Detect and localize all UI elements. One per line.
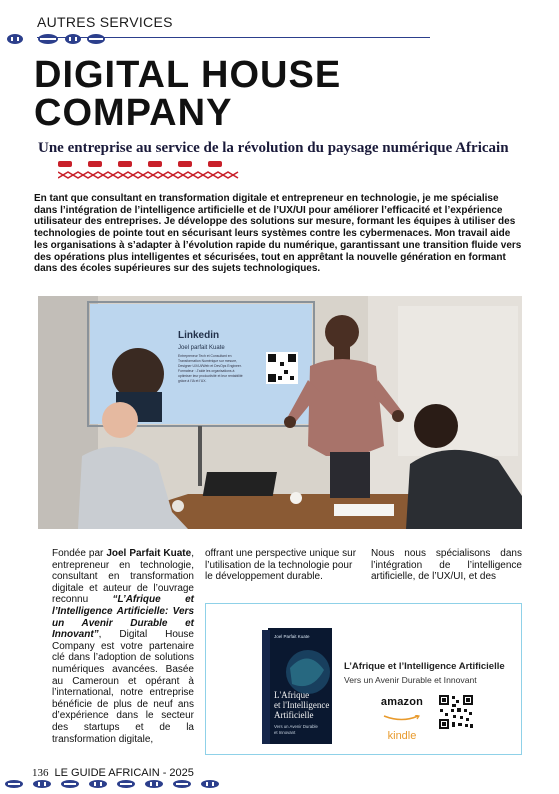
founder-name: Joel Parfait Kuate [106,548,192,559]
screen-line: Entrepreneur Tech et Consultant en [178,354,232,358]
book-cover-author: Joel Parfait Kuate [274,634,310,639]
amazon-smile-icon [382,715,422,721]
presentation-scene-image [38,296,522,529]
qr-code-icon[interactable] [438,694,474,730]
col1-pre: Fondée par [52,548,107,559]
amazon-label: amazon [380,696,424,708]
body-column-1 [52,548,194,745]
col1-post: , Digital House Company est votre partenaire clé dans l’adoption de solutions numériques avancées. Basée au Cameroun et opérant à l’international, notre entreprise bénéficie de plus de neuf ans d’expérience dans le secteur des startups et de la transformation digitale, [52,629,194,745]
page-number: 136 [32,767,49,779]
kindle-label: kindle [387,730,417,742]
intro-paragraph: En tant que consultant en transformation digitale et entrepreneur en technologie, je me spécialise dans l’intégration de l’intelligence artificielle et de l’UX/UI pour améliorer l’efficacité et l’expérience utilisateur des entreprises. Je développe des solutions sur mesure, formant les équipes à utiliser des technologies de pointe tout en sécurisant leurs systèmes contre les cybermenaces. Mon travail aide les organisations à s’adapter à l’évolution rapide du numérique, garantissant une transition fluide vers des opérations plus intelligentes et sécurisées, tout en apprêtant la nouvelle génération en formant dans des écoles supérieures sur des sujets technologiques. [34,193,522,275]
screen-heading: Linkedin [178,330,220,341]
body-column-2: offrant une perspective unique sur l’utilisation de la technologie pour le développement durable. [205,548,357,583]
section-label: AUTRES SERVICES [37,14,173,30]
book-reference: “L’Afrique et l’Intelligence Artificielle: Vers un Avenir Durable et Innovant” [52,594,194,641]
screen-line: optimiser leur productivité et leur rentabilité [178,374,243,378]
page-title [34,56,341,132]
screen-line: grâce à l'IA et l'UX. [178,379,207,383]
title-line-2: COMPANY [34,92,233,134]
ad-book-subtitle: Vers un Avenir Durable et Innovant [344,675,477,685]
event-photo [38,296,522,529]
header-ornament-icon [6,33,106,45]
screen-line: Designer UX/UI/Web et DevOps Engineer. [178,364,242,368]
book-cover-title-line: L'Afrique [274,690,310,700]
screen-line: Transformation Numérique sur mesure, [178,359,238,363]
ad-book-title: L’Afrique et l’Intelligence Artificielle [344,661,505,672]
screen-name: Joel parfait Kuate [178,345,225,351]
screen-line: Formateur : J'aide les organisations à [178,369,235,373]
subtitle-ornament-icon [58,160,248,180]
title-line-1: DIGITAL HOUSE [34,54,342,96]
book-cover-title-line: Artificielle [274,710,314,720]
page-subtitle: Une entreprise au service de la révolution du paysage numérique Africain [38,140,509,156]
book-cover-subtitle-line: et Innovant [274,730,296,735]
col1-mid: , entrepreneur en technologie, consultant en transformation digitale et auteur de l’ouvrage reconnu [52,548,194,606]
amazon-kindle-logo[interactable] [376,696,428,742]
book-cover-title-line: et l'Intelligence [274,700,330,710]
book-cover-image [262,628,332,744]
book-advertisement [205,603,522,755]
book-cover-subtitle-line: Vers un Avenir Durable [274,724,318,729]
footer-ornament-icon [0,778,240,790]
publication-name: LE GUIDE AFRICAIN - 2025 [54,767,194,779]
body-column-3: Nous nous spécialisons dans l’intégration de l’intelligence artificielle, de l’UX/UI, et des [371,548,522,583]
